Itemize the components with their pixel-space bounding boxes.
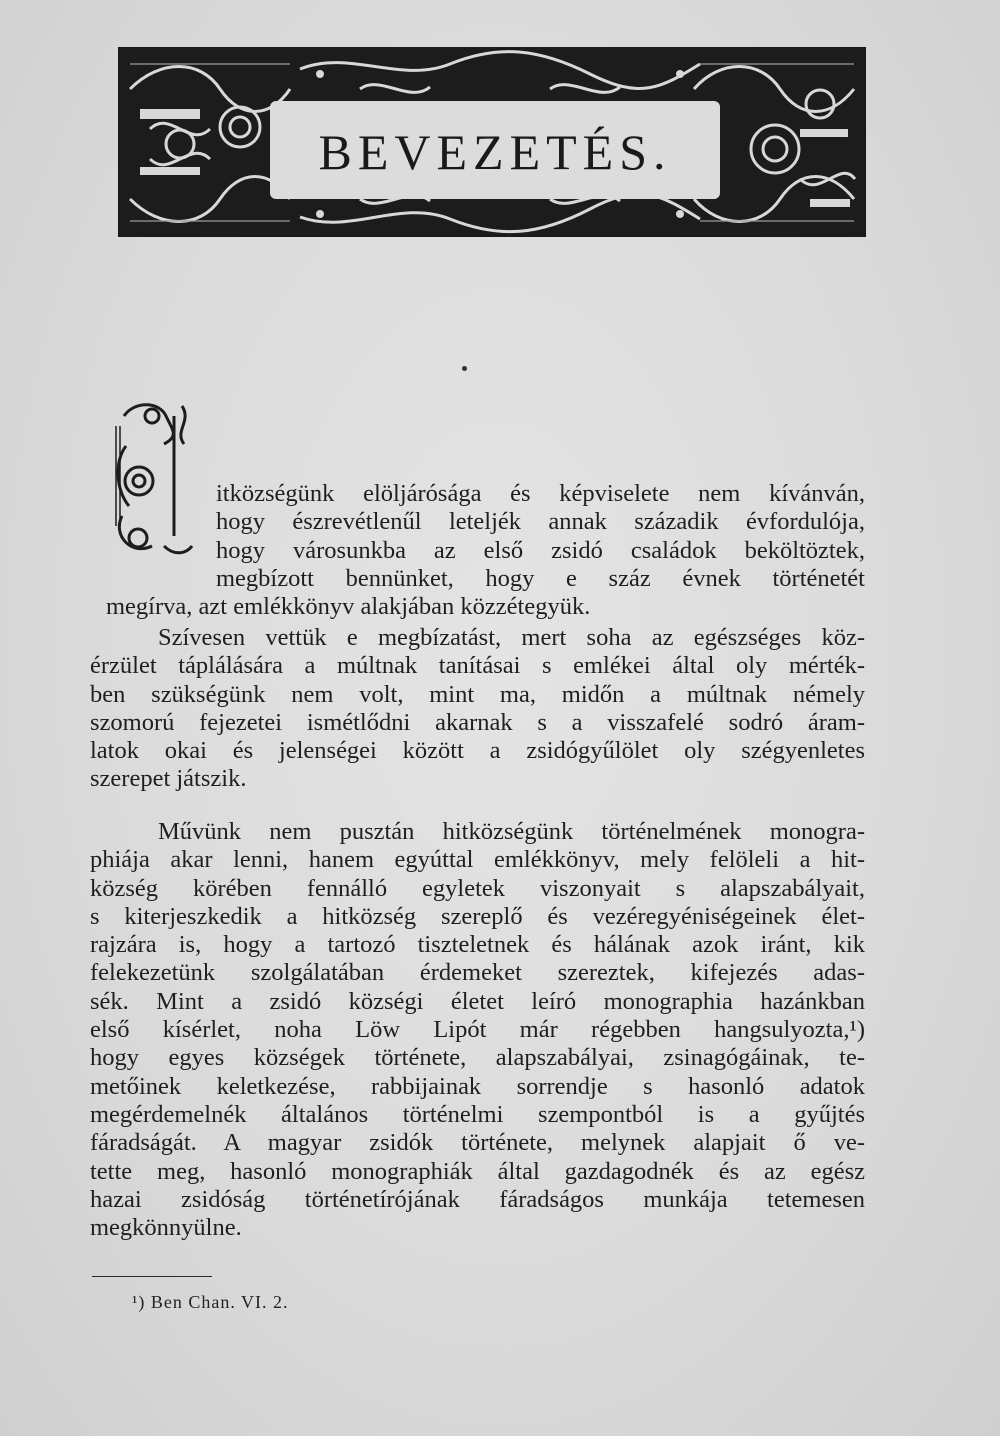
text-line: felekezetünk szolgálatában érdemeket szereztek, kifejezés adas-	[90, 959, 865, 987]
paragraph-1	[90, 480, 865, 621]
text-line: első kísérlet, noha Löw Lipót már régebben hangsulyozta,¹)	[90, 1016, 865, 1044]
text-line: község körében fennálló egyletek viszonyait s alapszabályait,	[90, 874, 865, 902]
text-line: ben szükségünk nem volt, mint ma, midőn a múltnak némely	[90, 680, 865, 708]
text-line: s kiterjeszkedik a hitközség szereplő és vezéregyéniségeinek élet-	[90, 902, 865, 930]
text-line: rajzára is, hogy a tartozó tiszteletnek és hálának azok iránt, kik	[90, 931, 865, 959]
text-line: itközségünk elöljárósága és képviselete nem kívánván,	[216, 480, 865, 507]
text-line: hogy észrevétlenűl leteljék annak századik évfordulója,	[216, 508, 865, 536]
text-line: hogy egyes községek története, alapszabályai, zsinagógáinak, te-	[90, 1044, 865, 1072]
text-line: sék. Mint a zsidó községi életet leíró monographia hazánkban	[90, 987, 865, 1015]
title-plate	[270, 101, 720, 199]
footnote: ¹) Ben Chan. VI. 2.	[132, 1292, 289, 1312]
text-line: hazai zsidóság történetírójának fáradságos munkája tetemesen	[90, 1185, 865, 1213]
page-title: BEVEZETÉS.	[318, 124, 672, 180]
text-line: Szívesen vettük e megbízatást, mert soha az egészséges köz-	[158, 624, 865, 651]
text-line: megérdemelnék általános történelmi szempontból is a gyűjtés	[90, 1100, 865, 1128]
print-speck	[462, 366, 467, 371]
text-line: megírva, azt emlékkönyv alakjában közzétegyük.	[106, 593, 591, 621]
footnote-divider	[92, 1276, 212, 1277]
text-line: megkönnyülne.	[90, 1214, 242, 1242]
text-line: szomorú fejezetei ismétlődni akarnak s a visszafelé sodró áram-	[90, 708, 865, 736]
text-line: hogy városunkba az első zsidó családok beköltöztek,	[216, 536, 865, 564]
text-line: szerepet játszik.	[90, 765, 247, 793]
text-line: megbízott bennünket, hogy e száz évnek történetét	[216, 564, 865, 592]
text-line: tette meg, hasonló monographiák által gazdagodnék és az egész	[90, 1157, 865, 1185]
ornamental-header-banner	[118, 47, 866, 237]
text-line: érzület táplálására a múltnak tanításai s emlékei által oly mérték-	[90, 652, 865, 680]
text-line: metőinek keletkezése, rabbijainak sorrendje s hasonló adatok	[90, 1072, 865, 1100]
text-line: Művünk nem pusztán hitközségünk történelmének monogra-	[158, 818, 865, 845]
text-line: latok okai és jelenségei között a zsidógyűlölet oly szégyenletes	[90, 737, 865, 765]
text-line: phiája akar lenni, hanem egyúttal emlékkönyv, mely felöleli a hit-	[90, 846, 865, 874]
paragraph-2	[90, 624, 865, 794]
text-line: fáradságát. A magyar zsidók története, melynek alapjait ő ve-	[90, 1129, 865, 1157]
paragraph-3	[90, 818, 865, 1242]
